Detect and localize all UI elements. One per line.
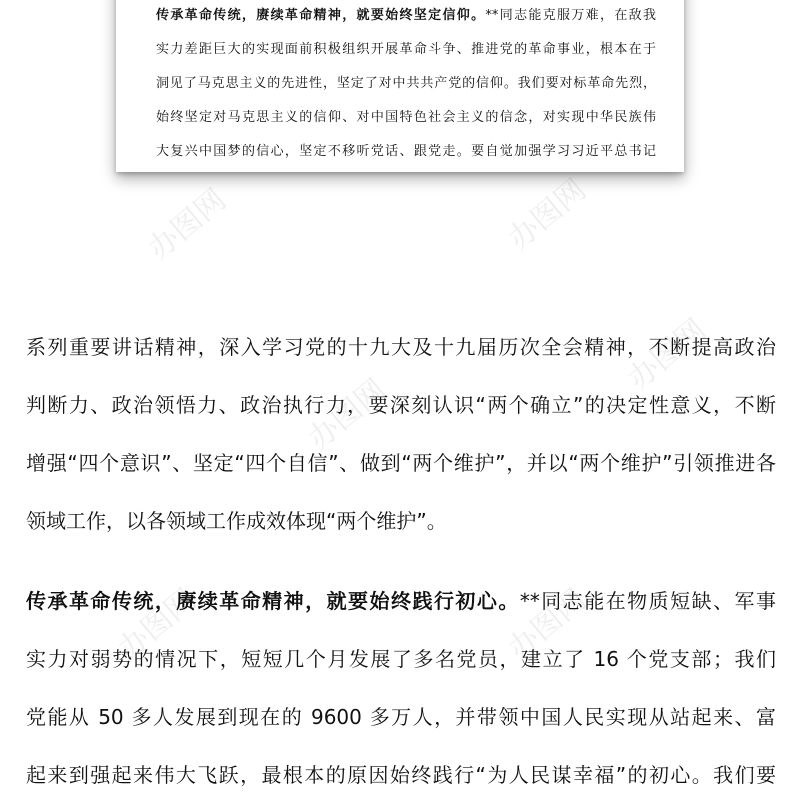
watermark: 办图网 [111,582,203,668]
watermark: 办图网 [621,312,713,398]
watermark: 办图网 [501,172,593,258]
card-line: 洞见了马克思主义的先进性，坚定了对中共共产党的信仰。我们要对标革命先烈， [156,76,656,91]
card-heading: 传承革命传统，赓续革命精神，就要始终坚定信仰。 [156,8,486,23]
excerpt-card [116,0,684,172]
paragraph-1 [26,318,776,550]
paragraph-line: 判断力、政治领悟力、政治执行力，要深刻认识“两个确立”的决定性意义，不断 [26,393,776,417]
paragraph-line: 实力对弱势的情况下，短短几个月发展了多名党员，建立了 16 个党支部；我们 [26,647,776,671]
paragraph-line: 起来到强起来伟大飞跃，最根本的原因始终践行“为人民谋幸福”的初心。我们要 [26,763,776,787]
paragraph-line: 系列重要讲话精神，深入学习党的十九大及十九届历次全会精神，不断提高政治 [26,335,776,359]
paragraph-line: 党能从 50 多人发展到现在的 9600 多万人，并带领中国人民实现从站起来、富 [26,705,776,729]
card-text: **同志能克服万难，在敌我 [485,8,656,23]
paragraph-text: **同志能在物质短缺、军事 [519,589,777,613]
watermark: 办图网 [301,372,393,458]
paragraph-2 [26,572,776,800]
paragraph-line [26,572,776,630]
paragraph-line: 领域工作，以各领域工作成效体现“两个维护”。 [26,509,447,533]
paragraph-heading: 传承革命传统，赓续革命精神，就要始终践行初心。 [26,589,520,613]
paragraph-line: 增强“四个意识”、坚定“四个自信”、做到“两个维护”，并以“两个维护”引领推进各 [26,451,776,475]
card-line: 始终坚定对马克思主义的信仰、对中国特色社会主义的信念，对实现中华民族伟 [156,110,656,125]
watermark: 办图网 [141,182,233,268]
card-line: 实力差距巨大的实现面前积极组织开展革命斗争、推进党的革命事业，根本在于 [156,42,656,57]
card-line [156,4,656,28]
watermark: 办图网 [501,582,593,668]
card-line: 大复兴中国梦的信心，坚定不移听党话、跟党走。要自觉加强学习习近平总书记 [156,144,656,159]
